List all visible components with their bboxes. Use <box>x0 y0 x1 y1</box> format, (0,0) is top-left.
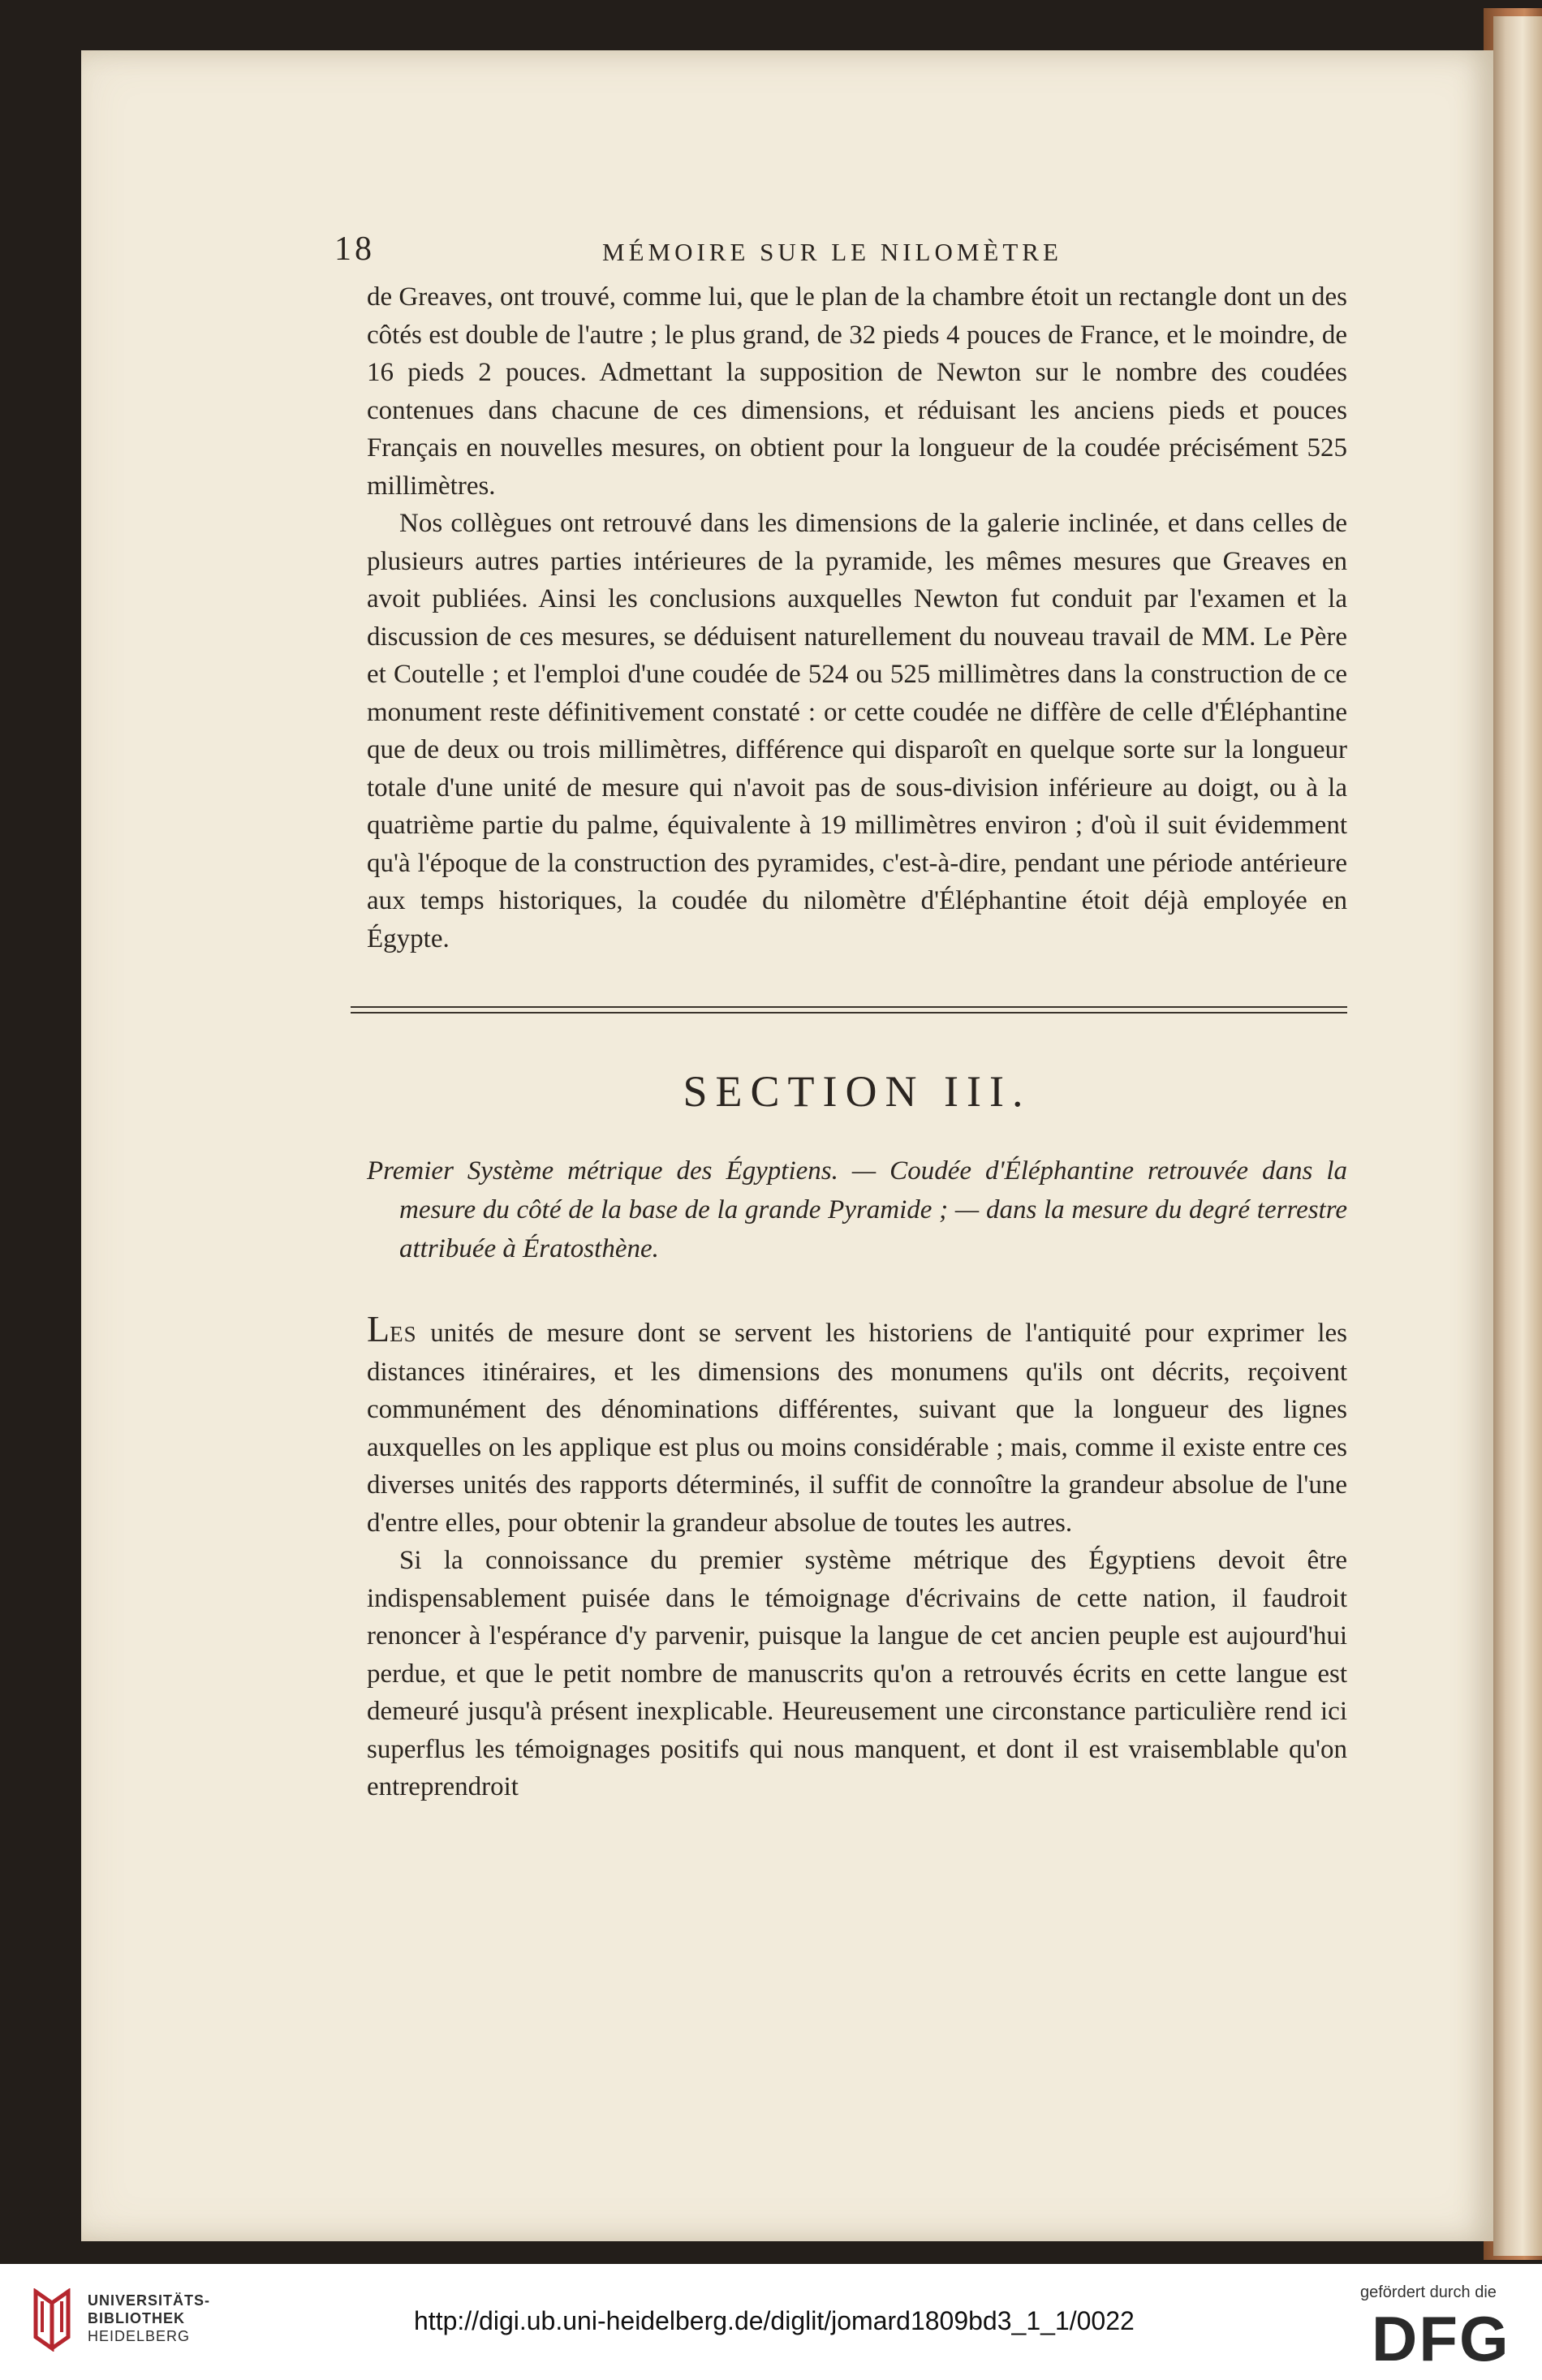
library-logo-icon <box>31 2288 75 2352</box>
section-title: SECTION III. <box>683 1067 1032 1116</box>
paragraph-3 <box>367 1308 1347 1542</box>
section-divider <box>351 1006 1347 1014</box>
paragraph-2: Nos collègues ont retrouvé dans les dimensions de la galerie inclinée, et dans celles de plusieurs autres parties intérieures de la pyramide, les mêmes mesures que Greaves en avoit publiées. Ainsi les conclusions auxquelles Newton fut conduit par l'examen et la discussion de ces mesures, se déduisent naturellement du nouveau travail de MM. Le Père et Coutelle ; et l'emploi d'une coudée de 524 ou 525 millimètres dans la construction de ce monument reste définitivement constaté : or cette coudée ne diffère de celle d'Éléphantine que de deux ou trois millimètres, différence qui disparoît en quelque sorte sur la longueur totale d'une unité de mesure qui n'avoit pas de sous-division inférieure au doigt, ou à la quatrième partie du palme, équivalente à 19 millimètres environ ; d'où il suit évidemment qu'à l'époque de la construction des pyramides, c'est-à-dire, pendant une période antérieure aux temps historiques, la coudée du nilomètre d'Éléphantine étoit déjà employée en Égypte. <box>367 509 1347 953</box>
paragraph-3-text: unités de mesure dont se servent les historiens de l'antiquité pour exprimer les distances itinéraires, et les dimensions des monumens qu'ils ont décrits, reçoivent communément des dénominations différentes, suivant que la longueur des lignes auxquelles on les applique est plus ou moins considérable ; mais, comme il existe entre ces diverses unités des rapports déterminés, il suffit de connoître la grandeur absolue de l'une d'entre elles, pour obtenir la grandeur absolue de toutes les autres. <box>367 1319 1347 1538</box>
running-head <box>334 230 1347 278</box>
funding-caption: gefördert durch die <box>1360 2283 1497 2301</box>
initial-letter: L <box>367 1308 390 1349</box>
running-title: MÉMOIRE SUR LE NILOMÈTRE <box>602 238 1062 266</box>
page-number: 18 <box>334 230 375 268</box>
permalink-url[interactable]: http://digi.ub.uni-heidelberg.de/diglit/jomard1809bd3_1_1/0022 <box>414 2306 1135 2335</box>
page-stack-edge <box>1493 16 1542 2256</box>
library-name: UNIVERSITÄTS- BIBLIOTHEK HEIDELBERG <box>88 2292 211 2344</box>
initial-smallcaps: ES <box>390 1322 417 1346</box>
page-content <box>334 230 1347 1806</box>
dfg-logo: DFG <box>1372 2303 1510 2374</box>
viewer-footer <box>0 2264 1542 2380</box>
paragraph-1: de Greaves, ont trouvé, comme lui, que le plan de la chambre étoit un rectangle dont un des côtés est double de l'autre ; le plus grand, de 32 pieds 4 pouces de France, et le moindre, de 16 pieds 2 pouces. Admettant la supposition de Newton sur le nombre des coudées contenues dans chacune de ces dimensions, et réduisant les anciens pieds et pouces Français en nouvelles mesures, on obtient pour la longueur de la coudée précisément 525 millimètres. <box>367 282 1347 501</box>
spacer <box>367 1268 1347 1311</box>
section-summary: Premier Système métrique des Égyptiens. — Coudée d'Éléphantine retrouvée dans la mesure du côté de la base de la grande Pyramide ; — dans la mesure du degré terrestre attribuée à Ératosthène. <box>367 1156 1347 1263</box>
paragraph-4: Si la connoissance du premier système métrique des Égyptiens devoit être indispensablement puisée dans le témoignage d'écrivains de cette nation, il faudroit renoncer à l'espérance d'y parvenir, puisque la langue de cet ancien peuple est aujourd'hui perdue, et que le petit nombre de manuscrits qu'on a retrouvés écrits en cette langue est demeuré jusqu'à présent inexplicable. Heureusement une circonstance particulière rend ici superflus les témoignages positifs qui nous manquent, et dont il est vraisemblable qu'on entreprendroit <box>367 1546 1347 1801</box>
